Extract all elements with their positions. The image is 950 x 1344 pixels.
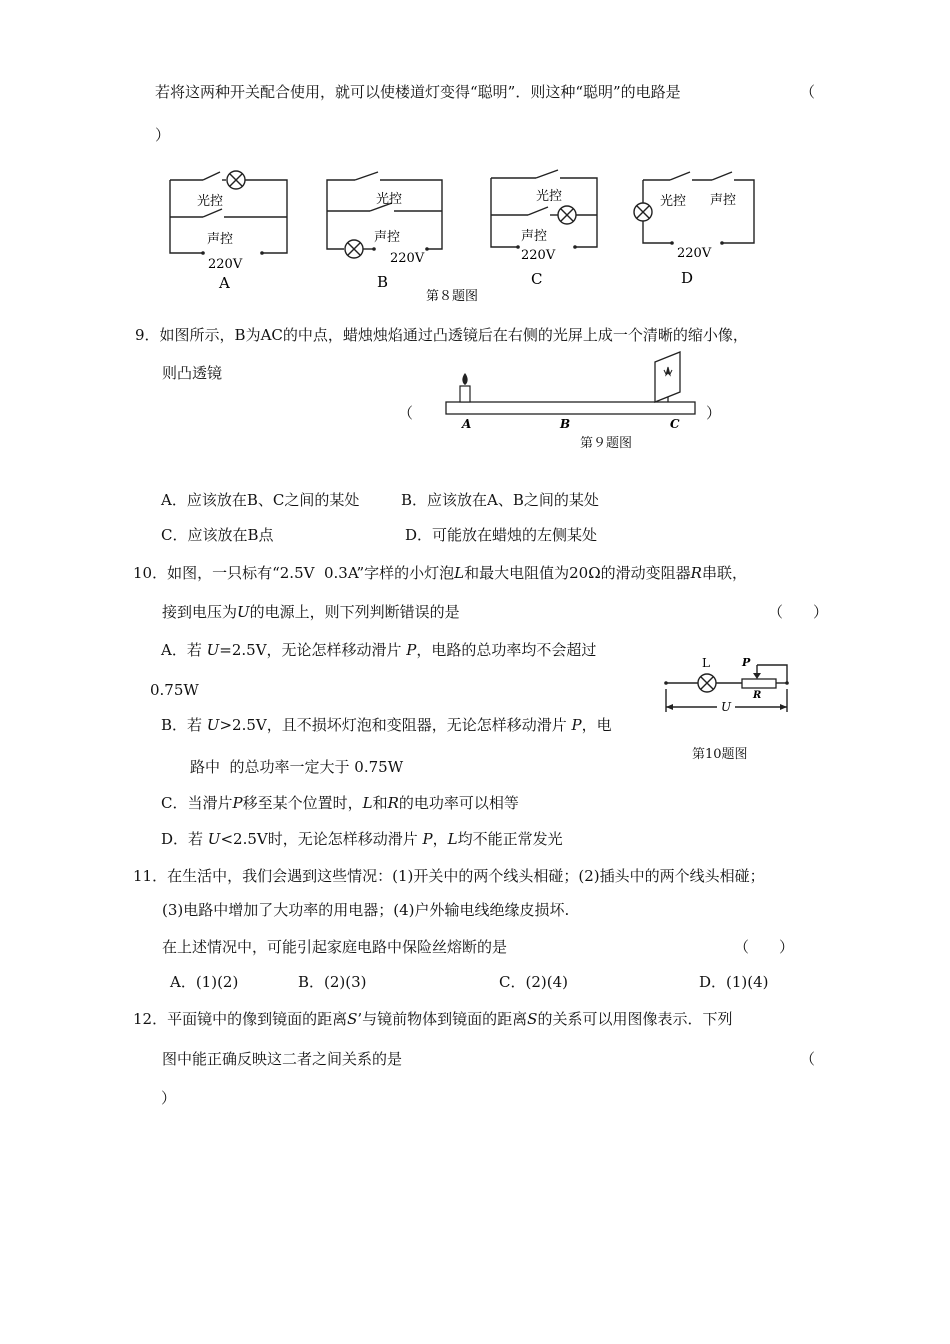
q12-paren-close: ） bbox=[161, 1089, 177, 1107]
rheostat-icon bbox=[742, 679, 776, 688]
q11-line1: 11．在生活中，我们会遇到这些情况：(1)开关中的两个线头相碰；(2)插头中的两个线头相碰； bbox=[133, 867, 765, 885]
q9-optical-bench bbox=[446, 352, 695, 414]
circuit-c-light-label: 光控 bbox=[536, 189, 563, 204]
flame-icon bbox=[462, 373, 467, 385]
bench-label-b: B bbox=[560, 417, 571, 431]
circuit-a-letter: A bbox=[219, 274, 230, 292]
q10-fig-l: L bbox=[702, 656, 710, 670]
q11-option-b: B．(2)(3) bbox=[298, 973, 367, 991]
q8-paren-open: （ bbox=[800, 83, 816, 101]
q10-fig-u: U bbox=[721, 700, 732, 714]
q9-option-a: A．应该放在B、C之间的某处 bbox=[161, 491, 360, 509]
q10-option-b-line2: 路中 的总功率一定大于 0.75W bbox=[190, 758, 404, 776]
q8-caption: 第８题图 bbox=[426, 289, 479, 304]
circuit-c-letter: C bbox=[531, 270, 543, 288]
q9-option-c: C．应该放在B点 bbox=[161, 526, 274, 544]
q11-line2: (3)电路中增加了大功率的用电器；(4)户外输电线绝缘皮损坏. bbox=[162, 901, 570, 919]
q8-paren-close: ） bbox=[155, 126, 171, 144]
q10-fig-r: R bbox=[753, 690, 762, 701]
circuit-c-voltage: 220V bbox=[521, 248, 556, 263]
circuit-b-letter: B bbox=[377, 273, 389, 291]
circuit-b-sound-label: 声控 bbox=[374, 230, 401, 245]
q11-option-c: C．(2)(4) bbox=[499, 973, 568, 991]
q10-paren: （ ） bbox=[768, 603, 829, 621]
light-screen-icon bbox=[655, 352, 680, 402]
circuit-d-light-label: 光控 bbox=[660, 194, 687, 209]
q10-option-c: C．当滑片P移至某个位置时，L和R的电功率可以相等 bbox=[161, 794, 519, 812]
circuit-b bbox=[327, 172, 442, 258]
q12-line2: 图中能正确反映这二者之间关系的是 bbox=[162, 1050, 403, 1068]
q9-caption: 第９题图 bbox=[580, 436, 633, 451]
q10-option-a: A．若 U=2.5V，无论怎样移动滑片 P，电路的总功率均不会超过 bbox=[161, 641, 597, 659]
q10-stem-line2: 接到电压为U的电源上，则下列判断错误的是 bbox=[162, 603, 460, 621]
q9-paren-open: （ bbox=[398, 404, 414, 422]
circuit-b-voltage: 220V bbox=[390, 251, 425, 266]
circuit-d-letter: D bbox=[681, 269, 694, 287]
circuit-a-voltage: 220V bbox=[208, 257, 243, 272]
circuit-b-light-label: 光控 bbox=[376, 192, 403, 207]
q10-option-b: B．若 U>2.5V，且不损坏灯泡和变阻器，无论怎样移动滑片 P，电 bbox=[161, 716, 612, 734]
q11-option-a: A．(1)(2) bbox=[170, 973, 239, 991]
circuit-c-sound-label: 声控 bbox=[521, 229, 548, 244]
candle-icon bbox=[460, 386, 470, 402]
q12-paren-open: （ bbox=[800, 1050, 816, 1068]
q11-line3: 在上述情况中，可能引起家庭电路中保险丝熔断的是 bbox=[162, 938, 508, 956]
q9-paren-close: ） bbox=[706, 404, 722, 422]
q10-stem-line1: 10．如图，一只标有“2.5V 0.3A”字样的小灯泡L和最大电阻值为20Ω的滑动变阻器R串联， bbox=[133, 564, 747, 582]
q8-stem-line1: 若将这两种开关配合使用，就可以使楼道灯变得“聪明”．则这种“聪明”的电路是 bbox=[155, 83, 681, 101]
q11-option-d: D．(1)(4) bbox=[699, 973, 769, 991]
q9-stem-line2: 则凸透镜 bbox=[162, 364, 223, 382]
circuit-d-voltage: 220V bbox=[677, 246, 712, 261]
q10-caption: 第10题图 bbox=[692, 747, 748, 762]
q11-paren: （ ） bbox=[734, 938, 795, 956]
q12-line1: 12．平面镜中的像到镜面的距离S’与镜前物体到镜面的距离S的关系可以用图像表示．下列 bbox=[133, 1010, 733, 1028]
q9-option-d: D．可能放在蜡烛的左侧某处 bbox=[405, 526, 598, 544]
q9-stem-line1: 9．如图所示，B为AC的中点，蜡烛烛焰通过凸透镜后在右侧的光屏上成一个清晰的缩小像， bbox=[135, 326, 748, 344]
circuit-a-light-label: 光控 bbox=[197, 194, 224, 209]
q10-fig-p: P bbox=[742, 656, 751, 669]
circuit-d bbox=[634, 172, 754, 245]
q10-option-a-line2: 0.75W bbox=[150, 681, 199, 699]
bench-label-c: C bbox=[670, 417, 680, 431]
q9-option-b: B．应该放在A、B之间的某处 bbox=[401, 491, 599, 509]
bench-label-a: A bbox=[462, 417, 472, 431]
q10-option-d: D．若 U<2.5V时，无论怎样移动滑片 P，L均不能正常发光 bbox=[161, 830, 563, 848]
circuit-a-sound-label: 声控 bbox=[207, 232, 234, 247]
circuit-d-sound-label: 声控 bbox=[710, 193, 737, 208]
